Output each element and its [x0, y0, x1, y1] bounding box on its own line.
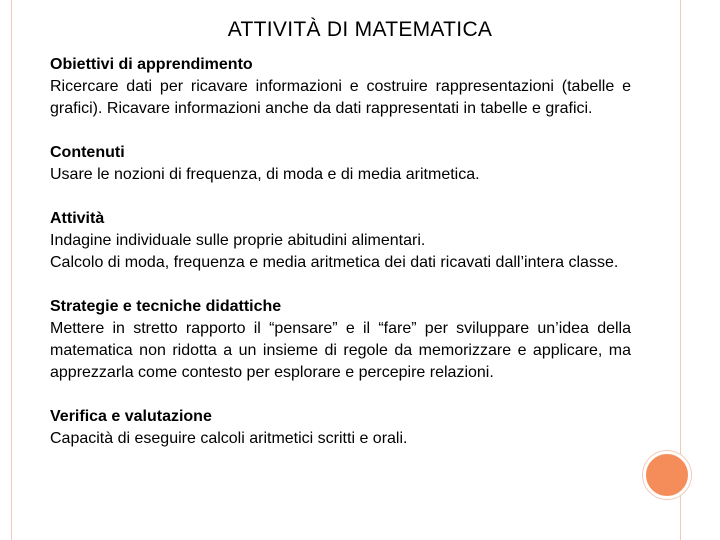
section-paragraph: Calcolo di moda, frequenza e media aritmetica dei dati ricavati dall’intera classe. [50, 254, 619, 271]
section-contenuti [50, 142, 631, 186]
section-strategie [50, 296, 631, 384]
decorative-circle-icon [643, 451, 691, 499]
slide-content [50, 54, 631, 472]
section-heading: Strategie e tecniche didattiche [50, 298, 282, 315]
section-heading: Contenuti [50, 144, 125, 161]
section-heading: Attività [50, 210, 105, 227]
section-heading: Verifica e valutazione [50, 408, 212, 425]
section-attivita [50, 208, 631, 274]
section-verifica [50, 406, 631, 450]
section-paragraph: Ricercare dati per ricavare informazioni e costruire rappresentazioni (tabelle e grafici). Ricavare informazioni anche da dati rappresentati in tabelle e grafici. [50, 78, 631, 117]
page-title: ATTIVITÀ DI MATEMATICA [227, 18, 493, 41]
section-paragraph: Capacità di eseguire calcoli aritmetici scritti e orali. [50, 430, 408, 447]
section-heading: Obiettivi di apprendimento [50, 56, 253, 73]
section-paragraph: Usare le nozioni di frequenza, di moda e di media aritmetica. [50, 166, 480, 183]
section-paragraph: Mettere in stretto rapporto il “pensare” e il “fare” per sviluppare un’idea della matematica non ridotta a un insieme di regole da memorizzare e applicare, ma apprezzarla come contesto per esplorare e percepire relazioni. [50, 320, 631, 381]
section-obiettivi [50, 54, 631, 120]
section-paragraph: Indagine individuale sulle proprie abitudini alimentari. [50, 232, 426, 249]
